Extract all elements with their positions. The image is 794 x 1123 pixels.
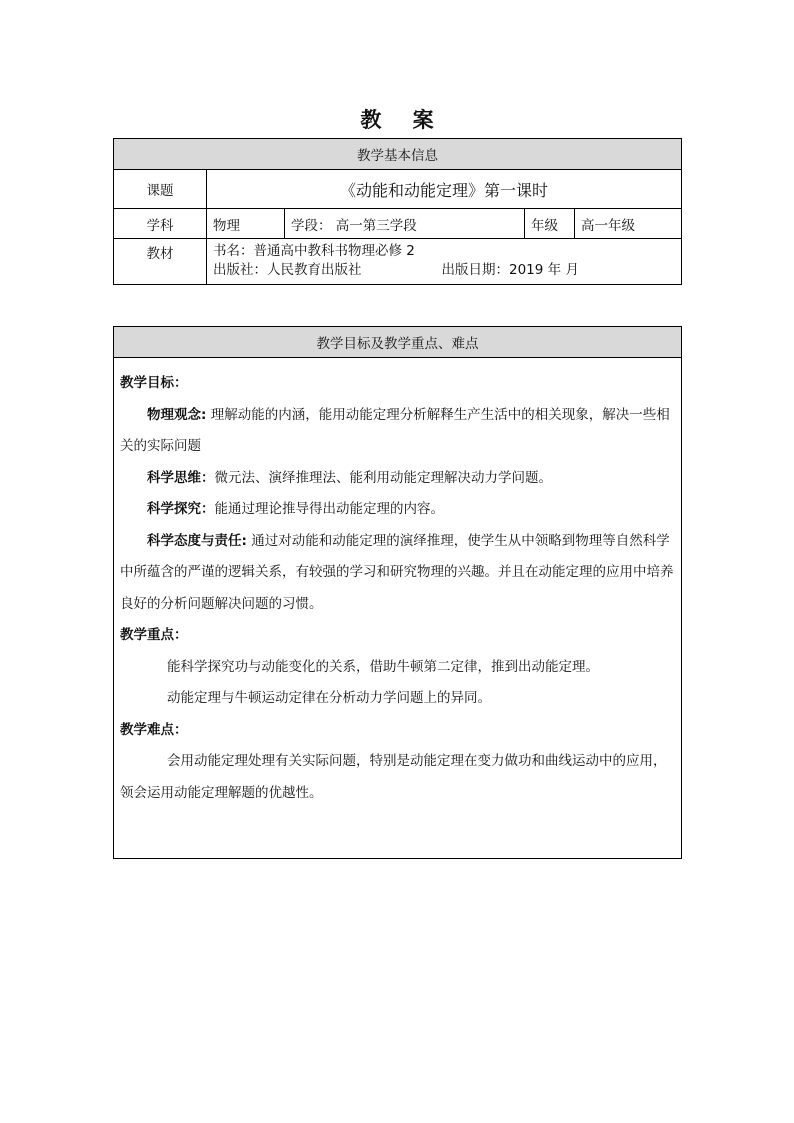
- publisher-line: [213, 261, 675, 280]
- key-point: 能科学探究功与动能变化的关系，借助牛顿第二定律，推到出动能定理。: [167, 658, 599, 675]
- topic-value: 《动能和动能定理》第一课时: [207, 170, 682, 209]
- objectives-title: 教学目标：: [120, 375, 188, 391]
- subject-value: 物理: [207, 209, 285, 239]
- key-point: 动能定理与牛顿运动定律在分析动力学问题上的异同。: [167, 690, 491, 706]
- stage-value: 学段： 高一第三学段: [285, 209, 525, 239]
- basic-info-table: [113, 138, 682, 285]
- objective-item: [120, 494, 675, 526]
- basic-info-header: 教学基本信息: [114, 139, 682, 170]
- goals-header: 教学目标及教学重点、难点: [114, 327, 682, 358]
- objective-label: 物理观念:: [147, 406, 207, 423]
- material-info: [207, 239, 682, 285]
- goals-content: [114, 358, 682, 859]
- objective-text: 通过对动能和动能定理的演绎推理，使学生从中领略到物理等自然科学中所蕴含的严谨的逻辑关系，有较强的学习和研究物理的兴趣。并且在动能定理的应用中培养良好的分析问题解决问题的习惯。: [120, 532, 674, 612]
- grade-label: 年级: [525, 209, 575, 239]
- goals-table: [113, 326, 682, 859]
- publish-date: 出版日期：2019 年 月: [441, 262, 579, 278]
- objective-label: 科学探究：: [147, 501, 215, 517]
- objective-text: 能通过理论推导得出动能定理的内容。: [214, 501, 444, 517]
- difficult-point: 会用动能定理处理有关实际问题，特别是动能定理在变力做功和曲线运动中的应用，领会运用动能定理解题的优越性。: [120, 753, 667, 801]
- difficult-points-title: 教学难点：: [120, 721, 188, 738]
- objective-item: [120, 526, 675, 621]
- objective-item: [120, 400, 675, 463]
- objective-text: 理解动能的内涵，能用动能定理分析解释生产生活中的相关现象，解决一些相关的实际问题: [120, 406, 670, 454]
- key-points-title: 教学重点：: [120, 627, 188, 643]
- topic-label: 课题: [114, 170, 207, 209]
- subject-label: 学科: [114, 209, 207, 239]
- objective-label: 科学态度与责任:: [147, 532, 247, 549]
- book-name: 书名：普通高中教科书物理必修 2: [213, 243, 415, 259]
- objective-label: 科学思维：: [147, 469, 215, 486]
- objective-item: [120, 463, 675, 495]
- grade-value: 高一年级: [575, 209, 682, 239]
- material-label: 教材: [114, 239, 207, 285]
- document-title: 教 案: [360, 108, 446, 132]
- objective-text: 微元法、演绎推理法、能利用动能定理解决动力学问题。: [214, 469, 552, 486]
- publisher: 出版社：人民教育出版社: [213, 262, 362, 278]
